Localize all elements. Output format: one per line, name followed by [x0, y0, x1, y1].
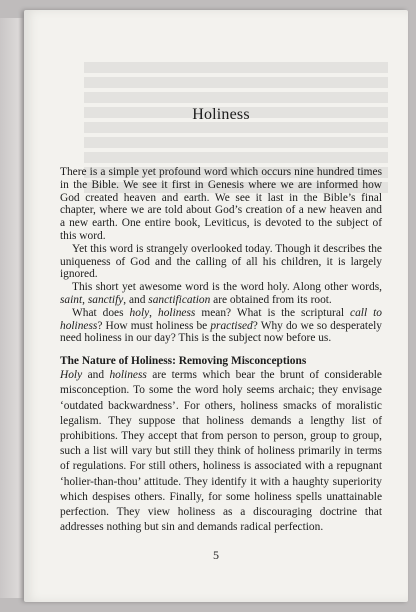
- intro-paragraph-3: This short yet awesome word is the word holy. Along other words, saint, sanctify, and sanctification are obtained from its root.: [60, 281, 382, 306]
- chapter-title: Holiness: [192, 106, 250, 123]
- section-gap: [60, 345, 382, 354]
- intro-paragraph-1: There is a simple yet profound word which occurs nine hundred times in the Bible. We see it first in Genesis where we are informed how God created heaven and earth. We see it last in the Bible’s final chapter, where we are told about God’s creation of a new heaven and a new earth. One entire book, Leviticus, is devoted to the subject of this word.: [60, 166, 382, 242]
- section-body: Holy and holiness are terms which bear the brunt of considerable misconception. To some the word holy seems archaic; they envisage ‘outdated backwardness’. For others, holiness smacks of moralistic legalism. They suppose that holiness demands a lengthy list of prohibitions. They accept that from person to person, group to group, such a list will vary but still they think of holiness primarily in terms of regulations. For still others, holiness is associated with a repugnant ‘holier-than-thou’ attitude. They identify it with a haughty superiority which despises others. Finally, for some holiness spells unattainable perfection. They view holiness as a discouraging doctrine that addresses nothing but sin and demands radical perfection.: [60, 369, 382, 534]
- section-body-wrapper: [60, 368, 382, 535]
- book-page: [24, 10, 408, 602]
- intro-paragraph-2: Yet this word is strangely overlooked today. Though it describes the uniqueness of God and the calling of all his children, it is largely ignored.: [60, 242, 382, 281]
- page-content: [60, 106, 382, 535]
- section-heading: The Nature of Holiness: Removing Misconceptions: [60, 355, 307, 368]
- page-number: 5: [213, 548, 219, 562]
- facing-page-edge: [0, 18, 26, 598]
- intro-paragraph-4: What does holy, holiness mean? What is the scriptural call to holiness? How must holiness be practised? Why do we so desperately need holiness in our day? This is the subject now before us.: [60, 306, 382, 345]
